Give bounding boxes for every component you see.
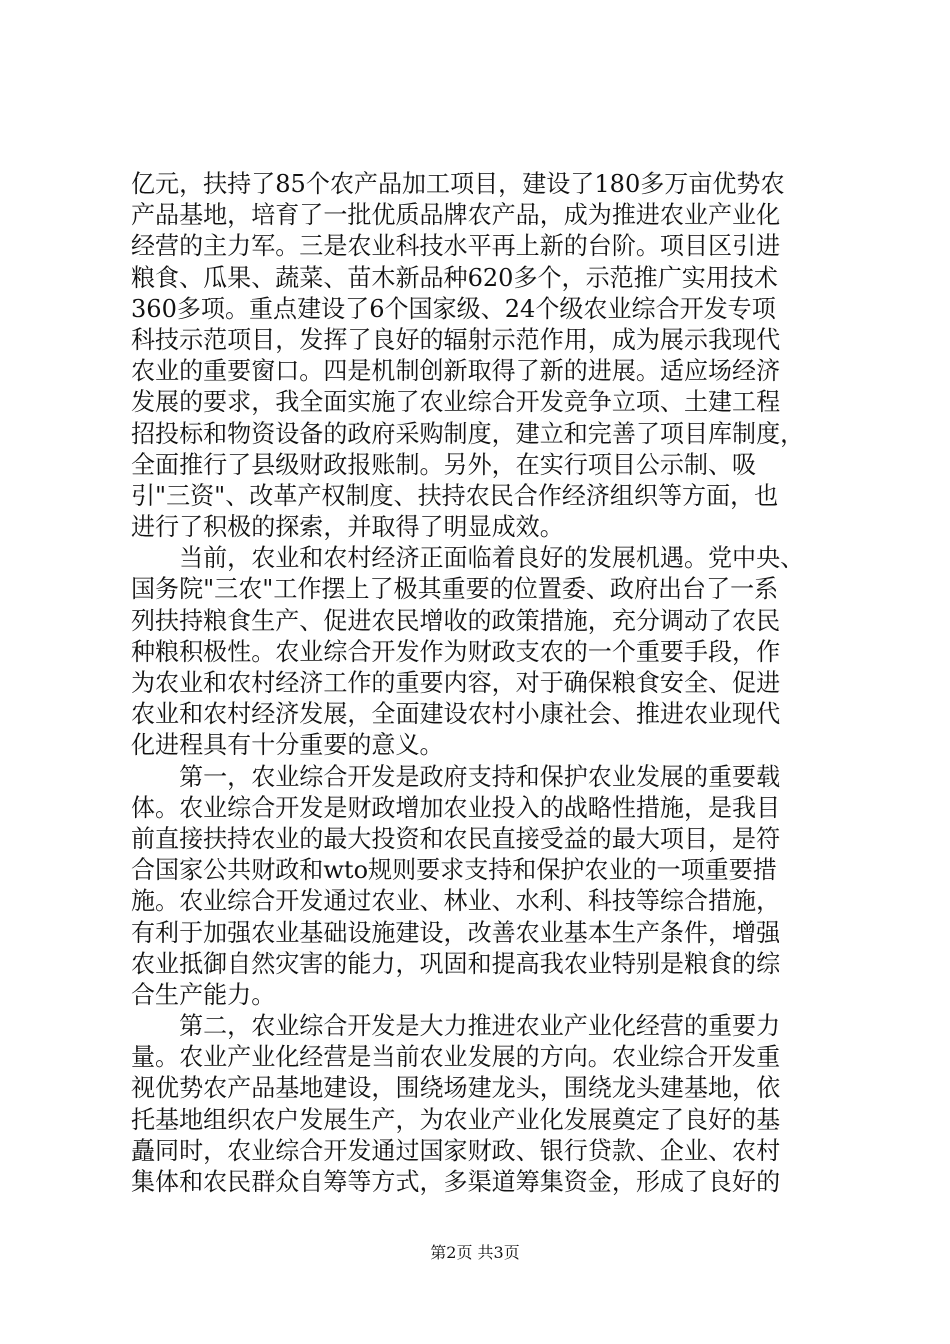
text-line: 列扶持粮食生产、促进农民增收的政策措施，充分调动了农民: [131, 605, 781, 635]
text-line: 科技示范项目，发挥了良好的辐射示范作用，成为展示我现代: [131, 324, 781, 354]
text-line: 第一，农业综合开发是政府支持和保护农业发展的重要载: [131, 761, 781, 791]
text-line: 第二，农业综合开发是大力推进农业产业化经营的重要力: [131, 1011, 781, 1041]
page-footer: 第2页 共3页: [430, 1243, 520, 1262]
text-line: 亿元，扶持了85个农产品加工项目，建设了180多万亩优势农: [131, 169, 785, 198]
text-line: 化进程具有十分重要的意义。: [131, 730, 444, 760]
text-line: 引"三资"、改革产权制度、扶持农民合作经济组织等方面，也: [131, 480, 779, 510]
text-line: 国务院"三农"工作摆上了极其重要的位置委、政府出台了一系: [131, 574, 779, 604]
text-line: 360多项。重点建设了6个国家级、24个级农业综合开发专项: [131, 293, 776, 323]
body-text: [131, 168, 831, 1197]
text-line: 进行了积极的探索，并取得了明显成效。: [131, 512, 564, 542]
text-line: 体。农业综合开发是财政增加农业投入的战略性措施，是我目: [131, 792, 781, 822]
text-line: 种粮积极性。农业综合开发作为财政支农的一个重要手段，作: [131, 636, 781, 666]
text-line: 视优势农产品基地建设，围绕场建龙头，围绕龙头建基地，依: [131, 1073, 781, 1103]
text-line: 合国家公共财政和wto规则要求支持和保护农业的一项重要措: [131, 855, 777, 885]
text-line: 粮食、瓜果、蔬菜、苗木新品种620多个，示范推广实用技术: [131, 262, 778, 292]
text-line: 当前，农业和农村经济正面临着良好的发展机遇。党中央、: [131, 543, 805, 573]
text-line: 量。农业产业化经营是当前农业发展的方向。农业综合开发重: [131, 1042, 781, 1072]
text-line: 经营的主力军。三是农业科技水平再上新的台阶。项目区引进: [131, 231, 781, 261]
text-line: 施。农业综合开发通过农业、林业、水利、科技等综合措施，: [131, 886, 781, 916]
text-line: 发展的要求，我全面实施了农业综合开发竞争立项、土建工程: [131, 387, 781, 417]
text-line: 农业的重要窗口。四是机制创新取得了新的进展。适应场经济: [131, 356, 781, 386]
text-line: 前直接扶持农业的最大投资和农民直接受益的最大项目，是符: [131, 823, 781, 853]
text-line: 全面推行了县级财政报账制。另外，在实行项目公示制、吸: [131, 449, 757, 479]
text-line: 农业抵御自然灾害的能力，巩固和提高我农业特别是粮食的综: [131, 948, 781, 978]
text-line: 有利于加强农业基础设施建设，改善农业基本生产条件，增强: [131, 917, 781, 947]
text-line: 合生产能力。: [131, 979, 276, 1009]
text-line: 托基地组织农户发展生产，为农业产业化发展奠定了良好的基: [131, 1104, 781, 1134]
text-line: 为农业和农村经济工作的重要内容，对于确保粮食安全、促进: [131, 668, 781, 697]
text-line: 矗同时，农业综合开发通过国家财政、银行贷款、企业、农村: [131, 1135, 781, 1165]
text-line: 集体和农民群众自筹等方式，多渠道筹集资金，形成了良好的: [131, 1167, 781, 1196]
text-line: 农业和农村经济发展，全面建设农村小康社会、推进农业现代: [131, 699, 781, 729]
text-line: 产品基地，培育了一批优质品牌农产品，成为推进农业产业化: [131, 200, 781, 230]
text-line: 招投标和物资设备的政府采购制度，建立和完善了项目库制度，: [131, 418, 805, 448]
